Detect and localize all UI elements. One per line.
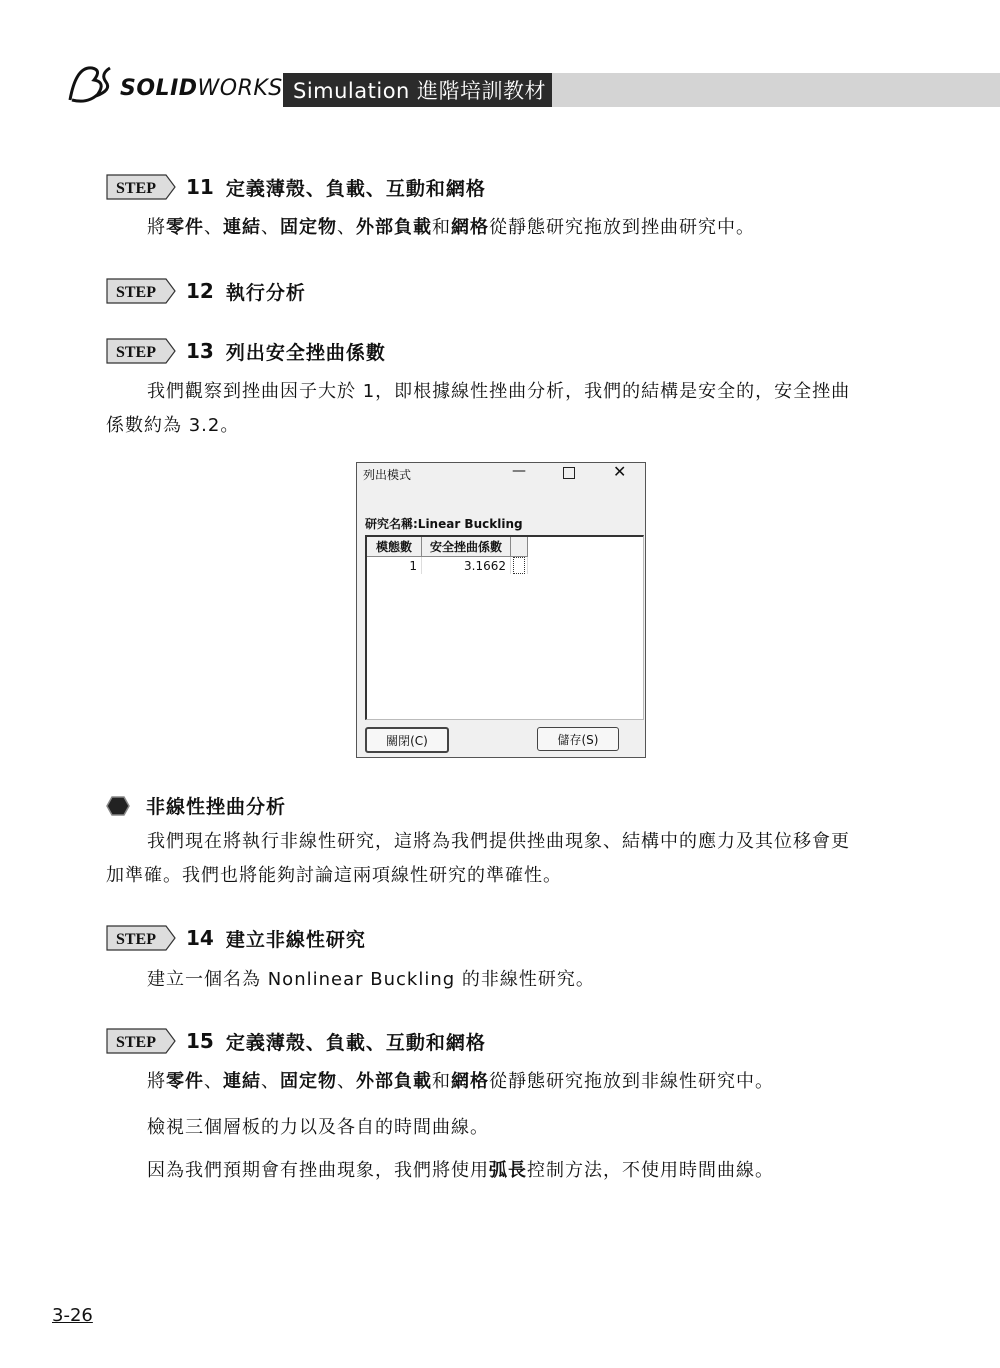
step-title: 執行分析 xyxy=(225,281,306,304)
step-badge-icon xyxy=(106,925,176,951)
step-13-text-line1: 我們觀察到挫曲因子大於 1，即根據線性挫曲分析，我們的結構是安全的，安全挫曲 xyxy=(147,381,851,402)
close-icon[interactable]: ✕ xyxy=(613,462,627,481)
svg-text:STEP: STEP xyxy=(115,284,157,301)
header-bar xyxy=(552,73,1000,107)
focus-cell xyxy=(511,557,528,575)
close-button[interactable]: 關閉(C) xyxy=(365,727,449,753)
step-15-text-line1: 將零件、連結、固定物、外部負載和網格從靜態研究拖放到非線性研究中。 xyxy=(147,1071,774,1092)
step-badge-icon xyxy=(106,1028,176,1054)
list-modes-dialog xyxy=(356,462,646,758)
section-heading xyxy=(106,792,286,819)
step-11 xyxy=(106,174,486,200)
maximize-icon[interactable] xyxy=(563,467,575,479)
column-header-mode-number[interactable]: 模態數 xyxy=(367,537,422,557)
step-title: 建立非線性研究 xyxy=(225,928,366,951)
page-header xyxy=(0,58,1000,114)
table-row[interactable] xyxy=(367,557,528,575)
column-header-empty xyxy=(511,537,528,557)
nonlinear-text-line1: 我們現在將執行非線性研究，這將為我們提供挫曲現象、結構中的應力及其位移會更 xyxy=(147,831,850,852)
buckling-factor-cell: 3.1662 xyxy=(422,557,511,575)
step-12 xyxy=(106,278,306,304)
hexagon-bullet-icon xyxy=(106,795,130,817)
step-15 xyxy=(106,1028,486,1054)
step-badge-icon xyxy=(106,338,176,364)
step-13 xyxy=(106,338,386,364)
step-badge-icon xyxy=(106,278,176,304)
save-button[interactable]: 儲存(S) xyxy=(537,727,619,751)
step-number: 13 xyxy=(186,339,214,363)
section-title: 非線性挫曲分析 xyxy=(146,796,287,818)
step-title: 定義薄殼、負載、互動和網格 xyxy=(225,1031,486,1054)
nonlinear-text-line2: 加準確。我們也將能夠討論這兩項線性研究的準確性。 xyxy=(106,865,562,886)
minimize-icon[interactable]: — xyxy=(512,463,526,479)
step-15-text-line3: 因為我們預期會有挫曲現象，我們將使用弧長控制方法，不使用時間曲線。 xyxy=(147,1160,774,1181)
book-title: Simulation 進階培訓教材 xyxy=(283,73,556,107)
step-14 xyxy=(106,925,366,951)
modes-table xyxy=(367,537,528,574)
step-11-text: 將零件、連結、固定物、外部負載和網格從靜態研究拖放到挫曲研究中。 xyxy=(147,217,755,238)
3ds-logo-icon xyxy=(62,60,118,110)
svg-text:STEP: STEP xyxy=(115,931,157,948)
dialog-title: 列出模式 xyxy=(363,468,412,482)
modes-list[interactable] xyxy=(365,535,644,720)
step-number: 15 xyxy=(186,1029,214,1053)
step-15-text-line2: 檢視三個層板的力以及各自的時間曲線。 xyxy=(147,1117,489,1138)
mode-number-cell: 1 xyxy=(367,557,422,575)
svg-text:STEP: STEP xyxy=(115,344,157,361)
step-number: 12 xyxy=(186,279,214,303)
solidworks-brand: SOLIDWORKS xyxy=(120,76,283,101)
study-name-label: 研究名稱:Linear Buckling xyxy=(365,517,523,531)
step-number: 11 xyxy=(186,175,214,199)
step-14-text: 建立一個名為 Nonlinear Buckling 的非線性研究。 xyxy=(147,969,595,990)
step-badge-icon xyxy=(106,174,176,200)
step-title: 定義薄殼、負載、互動和網格 xyxy=(225,177,486,200)
step-title: 列出安全挫曲係數 xyxy=(225,341,386,364)
step-13-text-line2: 係數約為 3.2。 xyxy=(106,415,240,436)
page-number: 3-26 xyxy=(52,1305,93,1326)
column-header-buckling-factor[interactable]: 安全挫曲係數 xyxy=(422,537,511,557)
step-number: 14 xyxy=(186,926,214,950)
svg-text:STEP: STEP xyxy=(115,180,157,197)
svg-text:STEP: STEP xyxy=(115,1034,157,1051)
